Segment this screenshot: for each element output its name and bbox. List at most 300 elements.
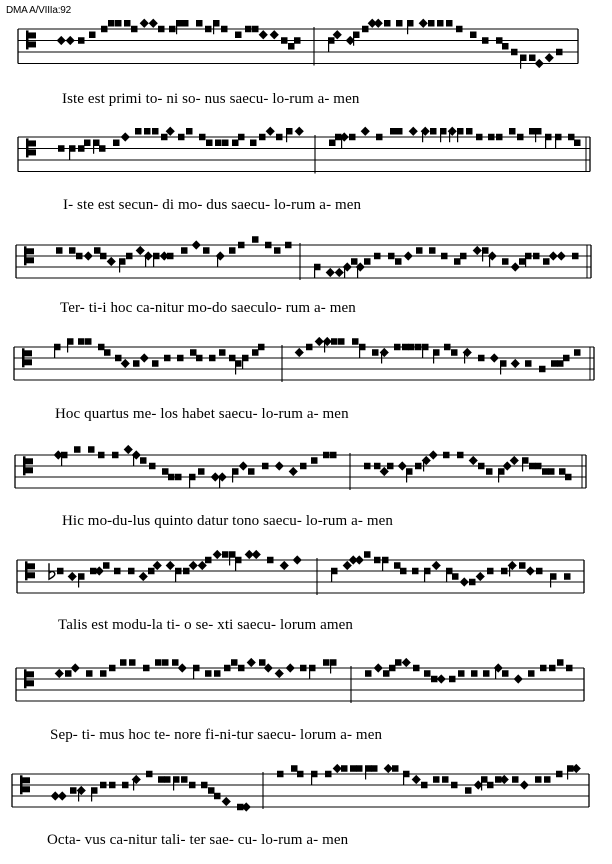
neume-note (350, 765, 357, 772)
neume-note (238, 134, 245, 141)
neume-note (288, 43, 295, 50)
neume-note (535, 463, 542, 470)
neume-note (412, 775, 421, 784)
neume-note (384, 20, 391, 27)
neume-note (421, 782, 428, 789)
neume-note (432, 561, 441, 570)
neume-note (266, 127, 275, 136)
neume-note (311, 457, 318, 464)
neume-note (149, 463, 156, 470)
neume-note (274, 247, 281, 254)
neume-note (361, 127, 370, 136)
neume-note (395, 659, 402, 666)
neume-note (229, 247, 236, 254)
neume-note (556, 771, 563, 778)
neume-note (460, 253, 467, 260)
neume-note (222, 140, 229, 147)
neume-note (387, 463, 394, 470)
neume-note (181, 776, 188, 783)
neume-note (136, 246, 145, 255)
neume-note (451, 349, 458, 356)
neume-note (374, 663, 383, 672)
neume-note (252, 26, 259, 33)
neume-note (394, 344, 401, 351)
neume-note (437, 20, 444, 27)
neume-note (155, 659, 162, 666)
neume-note (71, 663, 80, 672)
neume-note (100, 670, 107, 677)
neume-note (333, 764, 342, 773)
neume-note (214, 793, 221, 800)
neume-note (355, 555, 364, 564)
neume-note (103, 562, 110, 569)
neume-note (389, 665, 396, 672)
neume-note (529, 55, 536, 62)
neume-note (323, 452, 330, 459)
neume-note (183, 568, 190, 575)
neume-note (148, 568, 155, 575)
neume-note (158, 776, 165, 783)
neume-note (109, 665, 116, 672)
neume-note (545, 53, 554, 62)
neume-note (300, 665, 307, 672)
neume-note (413, 665, 420, 672)
neume-note (175, 474, 182, 481)
neume-note (78, 145, 85, 152)
neume-note (252, 349, 259, 356)
neume-note (429, 247, 436, 254)
neume-note (398, 461, 407, 470)
neume-note (285, 242, 292, 249)
neume-note (511, 359, 520, 368)
neume-note (487, 782, 494, 789)
neume-note (57, 36, 66, 45)
neume-note (415, 344, 422, 351)
neume-note (364, 258, 371, 265)
neume-note (162, 659, 169, 666)
neume-note (563, 355, 570, 362)
neume-note (107, 257, 116, 266)
neume-note (258, 344, 265, 351)
neume-note (510, 456, 519, 465)
neume-note (566, 665, 573, 672)
neume-note (259, 134, 266, 141)
neume-note (394, 562, 401, 569)
neume-note (252, 550, 261, 559)
neume-note (471, 670, 478, 677)
neume-note (433, 776, 440, 783)
lyrics-line-2: I- ste est secun- di mo- dus saecu- lo-rum a- men (63, 197, 362, 213)
neume-note (121, 132, 130, 141)
neume-note (559, 468, 566, 475)
neume-note (215, 140, 222, 147)
neume-note (409, 127, 418, 136)
neume-note (486, 468, 493, 475)
neume-note (431, 676, 438, 683)
neume-note (66, 36, 75, 45)
neume-note (364, 463, 371, 470)
neume-note (259, 30, 268, 39)
neume-note (133, 360, 140, 367)
neume-note (444, 344, 451, 351)
neume-note (376, 134, 383, 141)
neume-note (520, 780, 529, 789)
neume-note (374, 557, 381, 564)
neume-note (275, 461, 284, 470)
neume-note (120, 659, 127, 666)
neume-note (529, 463, 536, 470)
neume-note (146, 771, 153, 778)
neume-note (162, 468, 169, 475)
neume-note (140, 457, 147, 464)
neume-note (206, 140, 213, 147)
neume-note (135, 128, 142, 135)
neume-note (356, 765, 363, 772)
neume-note (189, 782, 196, 789)
neume-note (168, 474, 175, 481)
neume-note (456, 26, 463, 33)
neume-note (362, 26, 369, 33)
lyrics-line-4: Hoc quartus me- los habet saecu- lo-rum a- men (55, 406, 349, 422)
neume-note (442, 776, 449, 783)
neume-note (276, 134, 283, 141)
neume-note (529, 128, 536, 135)
neume-note (374, 463, 381, 470)
neume-note (192, 240, 201, 249)
neume-note (542, 468, 549, 475)
neume-note (449, 676, 456, 683)
neume-note (190, 349, 197, 356)
neume-note (557, 360, 564, 367)
neume-note (335, 268, 344, 277)
neume-note (121, 359, 130, 368)
neume-note (551, 360, 558, 367)
lyrics-line-5: Hic mo-du-lus quinto datur tono saecu- lo-rum a- men (62, 513, 393, 529)
neume-note (501, 568, 508, 575)
neume-note (114, 568, 121, 575)
neume-note (94, 247, 101, 254)
neume-note (126, 253, 133, 260)
neume-note (182, 20, 189, 27)
neume-note (437, 674, 446, 683)
neume-note (214, 670, 221, 677)
neume-note (205, 26, 212, 33)
neume-note (374, 19, 383, 28)
neume-note (78, 37, 85, 44)
neume-note (161, 134, 168, 141)
neume-note (55, 669, 64, 678)
neume-note (219, 349, 226, 356)
neume-note (56, 247, 63, 254)
neume-note (295, 348, 304, 357)
neume-note (396, 20, 403, 27)
neume-note (478, 355, 485, 362)
neume-note (483, 670, 490, 677)
neume-note (557, 251, 566, 260)
neume-note (295, 127, 304, 136)
neume-note (331, 338, 338, 345)
neume-note (231, 659, 238, 666)
neume-note (415, 463, 422, 470)
neume-note (124, 445, 133, 454)
neume-note (371, 765, 378, 772)
neume-note (549, 251, 558, 260)
neume-note (248, 468, 255, 475)
neume-note (115, 20, 122, 27)
neume-note (57, 568, 64, 575)
neume-note (131, 26, 138, 33)
neume-note (349, 134, 356, 141)
neume-note (199, 134, 206, 141)
neume-note (84, 140, 91, 147)
neume-note (540, 665, 547, 672)
neume-note (238, 665, 245, 672)
neume-note (326, 268, 335, 277)
neume-note (84, 251, 93, 260)
neume-note (502, 43, 509, 50)
neume-note (396, 128, 403, 135)
neume-note (482, 37, 489, 44)
lyrics-line-1: Iste est primi to- ni so- nus saecu- lo-rum a- men (62, 91, 360, 107)
neume-note (100, 782, 107, 789)
neume-note (557, 659, 564, 666)
neume-note (289, 467, 298, 476)
neume-note (457, 452, 464, 459)
neume-note (416, 247, 423, 254)
neume-note (101, 26, 108, 33)
neume-note (400, 568, 407, 575)
neume-note (198, 468, 205, 475)
neume-note (178, 134, 185, 141)
neume-note (164, 355, 171, 362)
neume-note (402, 658, 411, 667)
neume-note (275, 669, 284, 678)
neume-note (519, 258, 526, 265)
neume-note (502, 670, 509, 677)
neume-note (343, 561, 352, 570)
neume-note (140, 19, 149, 28)
neume-note (374, 253, 381, 260)
neume-note (352, 338, 359, 345)
neume-note (222, 797, 231, 806)
neume-note (490, 353, 499, 362)
neume-note (232, 140, 239, 147)
neume-note (209, 355, 216, 362)
neume-note (65, 670, 72, 677)
neume-note (270, 30, 279, 39)
neume-note (238, 242, 245, 249)
neume-note (512, 776, 519, 783)
neume-note (478, 463, 485, 470)
neume-note (68, 572, 77, 581)
neume-note (408, 344, 415, 351)
neume-note (325, 771, 332, 778)
neume-note (372, 349, 379, 356)
neume-note (208, 787, 215, 794)
neume-note (536, 568, 543, 575)
neume-note (528, 670, 535, 677)
neume-note (454, 258, 461, 265)
neume-note (533, 253, 540, 260)
neume-note (460, 577, 469, 586)
neume-note (466, 128, 473, 135)
neume-note (469, 456, 478, 465)
neume-note (109, 782, 116, 789)
neume-note (526, 566, 535, 575)
neume-note (338, 338, 345, 345)
c-clef-icon (26, 138, 36, 157)
neume-note (430, 128, 437, 135)
neume-note (572, 253, 579, 260)
neume-note (294, 37, 301, 44)
neume-note (496, 134, 503, 141)
neume-note (221, 26, 228, 33)
neume-note (329, 140, 336, 147)
neume-note (441, 253, 448, 260)
neume-note (112, 452, 119, 459)
neume-note (544, 776, 551, 783)
neume-note (213, 550, 222, 559)
neume-note (252, 236, 259, 243)
neume-note (277, 771, 284, 778)
neume-note (250, 140, 257, 147)
neume-note (69, 247, 76, 254)
neume-note (196, 20, 203, 27)
neume-note (496, 37, 503, 44)
neume-note (78, 338, 85, 345)
neume-note (247, 658, 256, 667)
neume-note (383, 670, 390, 677)
document-label: DMA A/VIIIa:92 (6, 5, 72, 16)
neume-note (548, 468, 555, 475)
neume-note (517, 134, 524, 141)
neume-note (98, 344, 105, 351)
neume-note (229, 355, 236, 362)
neume-note (556, 49, 563, 56)
neume-note (222, 551, 229, 558)
neume-note (115, 355, 122, 362)
neume-note (89, 32, 96, 39)
neume-note (395, 258, 402, 265)
neume-note (452, 573, 459, 580)
neume-note (172, 659, 179, 666)
neume-note (488, 134, 495, 141)
neume-note (158, 26, 165, 33)
neume-note (177, 355, 184, 362)
neume-note (293, 555, 302, 564)
neume-note (511, 262, 520, 271)
neume-note (429, 450, 438, 459)
neume-note (424, 670, 431, 677)
neume-note (88, 446, 95, 453)
neume-note (58, 791, 67, 800)
neume-note (514, 674, 523, 683)
neume-note (167, 253, 174, 260)
neume-note (519, 562, 526, 569)
neume-note (476, 572, 485, 581)
neume-note (128, 568, 135, 575)
neume-note (535, 59, 544, 68)
neume-note (265, 242, 272, 249)
c-clef-icon (26, 30, 36, 49)
neume-note (291, 765, 298, 772)
neume-note (390, 128, 397, 135)
neume-note (108, 20, 115, 27)
neume-note (564, 573, 571, 580)
neume-note (404, 251, 413, 260)
neume-note (164, 776, 171, 783)
neume-note (178, 663, 187, 672)
neume-note (58, 145, 65, 152)
neume-note (364, 551, 371, 558)
neume-note (186, 128, 193, 135)
neume-note (565, 474, 572, 481)
neume-note (446, 20, 453, 27)
neume-note (568, 134, 575, 141)
neume-note (443, 452, 450, 459)
neume-note (323, 659, 330, 666)
neume-note (201, 782, 208, 789)
neume-note (330, 452, 337, 459)
neume-note (458, 670, 465, 677)
neume-note (465, 787, 472, 794)
neume-note (181, 247, 188, 254)
neume-note (140, 353, 149, 362)
lyrics-line-6: Talis est modu-la ti- o se- xti saecu- lorum amen (58, 617, 354, 633)
neume-note (451, 782, 458, 789)
neume-note (341, 765, 348, 772)
neume-note (315, 337, 324, 346)
neume-note (539, 366, 546, 373)
lyrics-line-7: Sep- ti- mus hoc te- nore fi-ni-tur saecu- lorum a- men (50, 727, 383, 743)
neume-note (281, 37, 288, 44)
neume-note (470, 32, 477, 39)
neume-note (104, 349, 111, 356)
neume-note (99, 145, 106, 152)
neume-note (149, 19, 158, 28)
neume-note (365, 670, 372, 677)
neume-note (511, 49, 518, 56)
neume-note (469, 579, 476, 586)
neume-note (402, 344, 409, 351)
neume-note (239, 461, 248, 470)
neume-note (70, 787, 77, 794)
neume-note (205, 670, 212, 677)
neume-note (428, 20, 435, 27)
neume-note (351, 258, 358, 265)
neume-note (152, 360, 159, 367)
neume-note (205, 557, 212, 564)
lyrics-line-3: Ter- ti-i hoc ca-nitur mo-do saeculo- rum a- men (60, 300, 356, 316)
neume-note (85, 338, 92, 345)
neume-note (144, 128, 151, 135)
neume-note (124, 20, 131, 27)
neume-note (196, 355, 203, 362)
neume-note (86, 670, 93, 677)
neume-note (300, 463, 307, 470)
neume-note (286, 663, 295, 672)
neume-note (412, 568, 419, 575)
neume-note (189, 561, 198, 570)
neume-note (100, 253, 107, 260)
neume-note (525, 360, 532, 367)
neume-note (476, 134, 483, 141)
neume-note (122, 782, 129, 789)
neume-note (259, 659, 266, 666)
neume-note (139, 572, 148, 581)
neume-note (509, 128, 516, 135)
neume-note (166, 561, 175, 570)
